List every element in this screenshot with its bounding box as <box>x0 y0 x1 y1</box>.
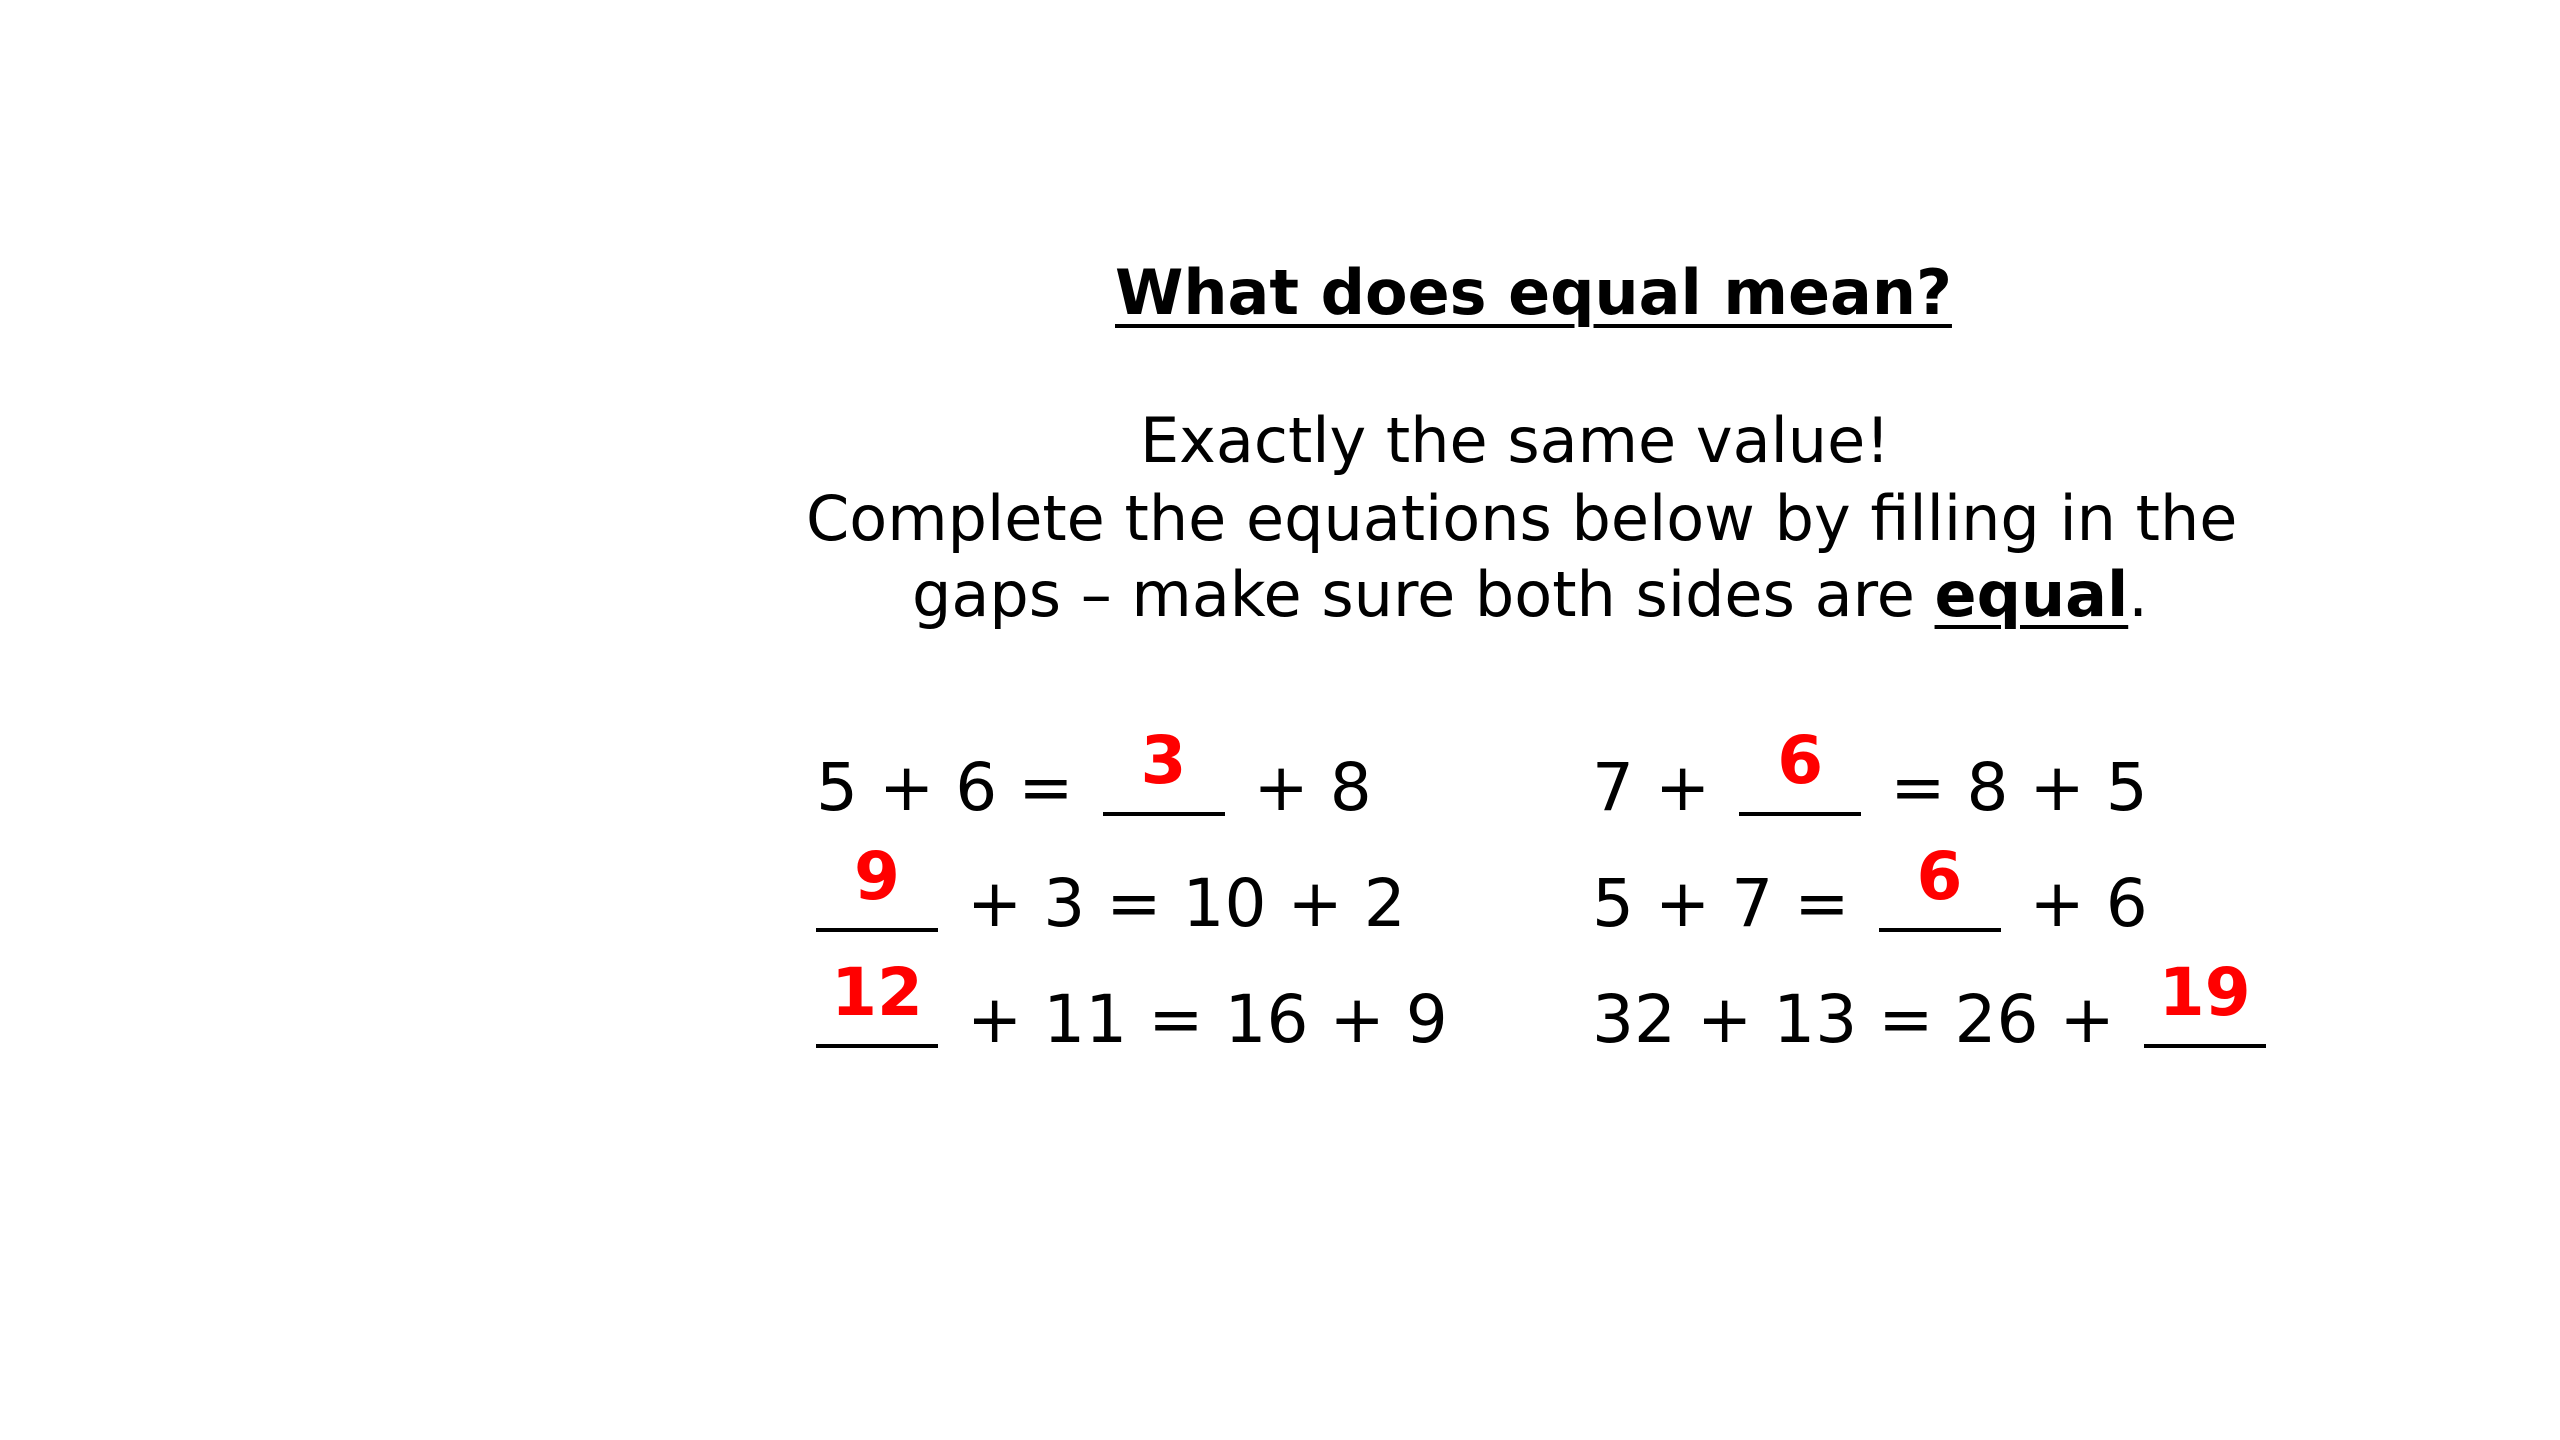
answer-blank <box>816 954 938 1048</box>
answer-value: 3 <box>1140 722 1187 799</box>
equation-left: 5 + 7 = <box>1592 865 1871 942</box>
intro-line-3-text: gaps – make sure both sides are <box>912 558 1935 631</box>
answer-blank <box>816 838 938 932</box>
intro-line-1: Exactly the same value! <box>1140 404 1891 477</box>
slide-title: What does equal mean? <box>1115 256 1952 329</box>
answer-blank <box>1879 838 2001 932</box>
intro-line-3 <box>912 558 2148 631</box>
answer-value: 6 <box>1777 722 1824 799</box>
equation-2 <box>816 838 1406 942</box>
equal-emphasis: equal <box>1934 558 2129 631</box>
equation-left: 32 + 13 = 26 + <box>1592 981 2136 1058</box>
equation-left: 5 + 6 = <box>816 749 1095 826</box>
intro-line-2: Complete the equations below by filling in the <box>806 482 2238 555</box>
equation-right: = 8 + 5 <box>1869 749 2148 826</box>
equation-left: 7 + <box>1592 749 1732 826</box>
answer-value: 19 <box>2158 954 2251 1031</box>
answer-value: 12 <box>831 954 923 1031</box>
intro-line-3-end: . <box>2128 558 2148 631</box>
equation-5 <box>1592 838 2148 942</box>
equation-3 <box>816 954 1448 1058</box>
answer-value: 6 <box>1916 838 1963 915</box>
answer-blank <box>1103 722 1225 816</box>
equation-right: + 3 = 10 + 2 <box>946 865 1406 942</box>
equation-6 <box>1592 954 2274 1058</box>
equation-right: + 8 <box>1232 749 1372 826</box>
equation-right: + 11 = 16 + 9 <box>946 981 1448 1058</box>
answer-value: 9 <box>854 838 900 915</box>
answer-blank <box>2144 954 2266 1048</box>
equation-1 <box>816 722 1372 826</box>
equation-4 <box>1592 722 2148 826</box>
equation-right: + 6 <box>2008 865 2148 942</box>
answer-blank <box>1739 722 1861 816</box>
